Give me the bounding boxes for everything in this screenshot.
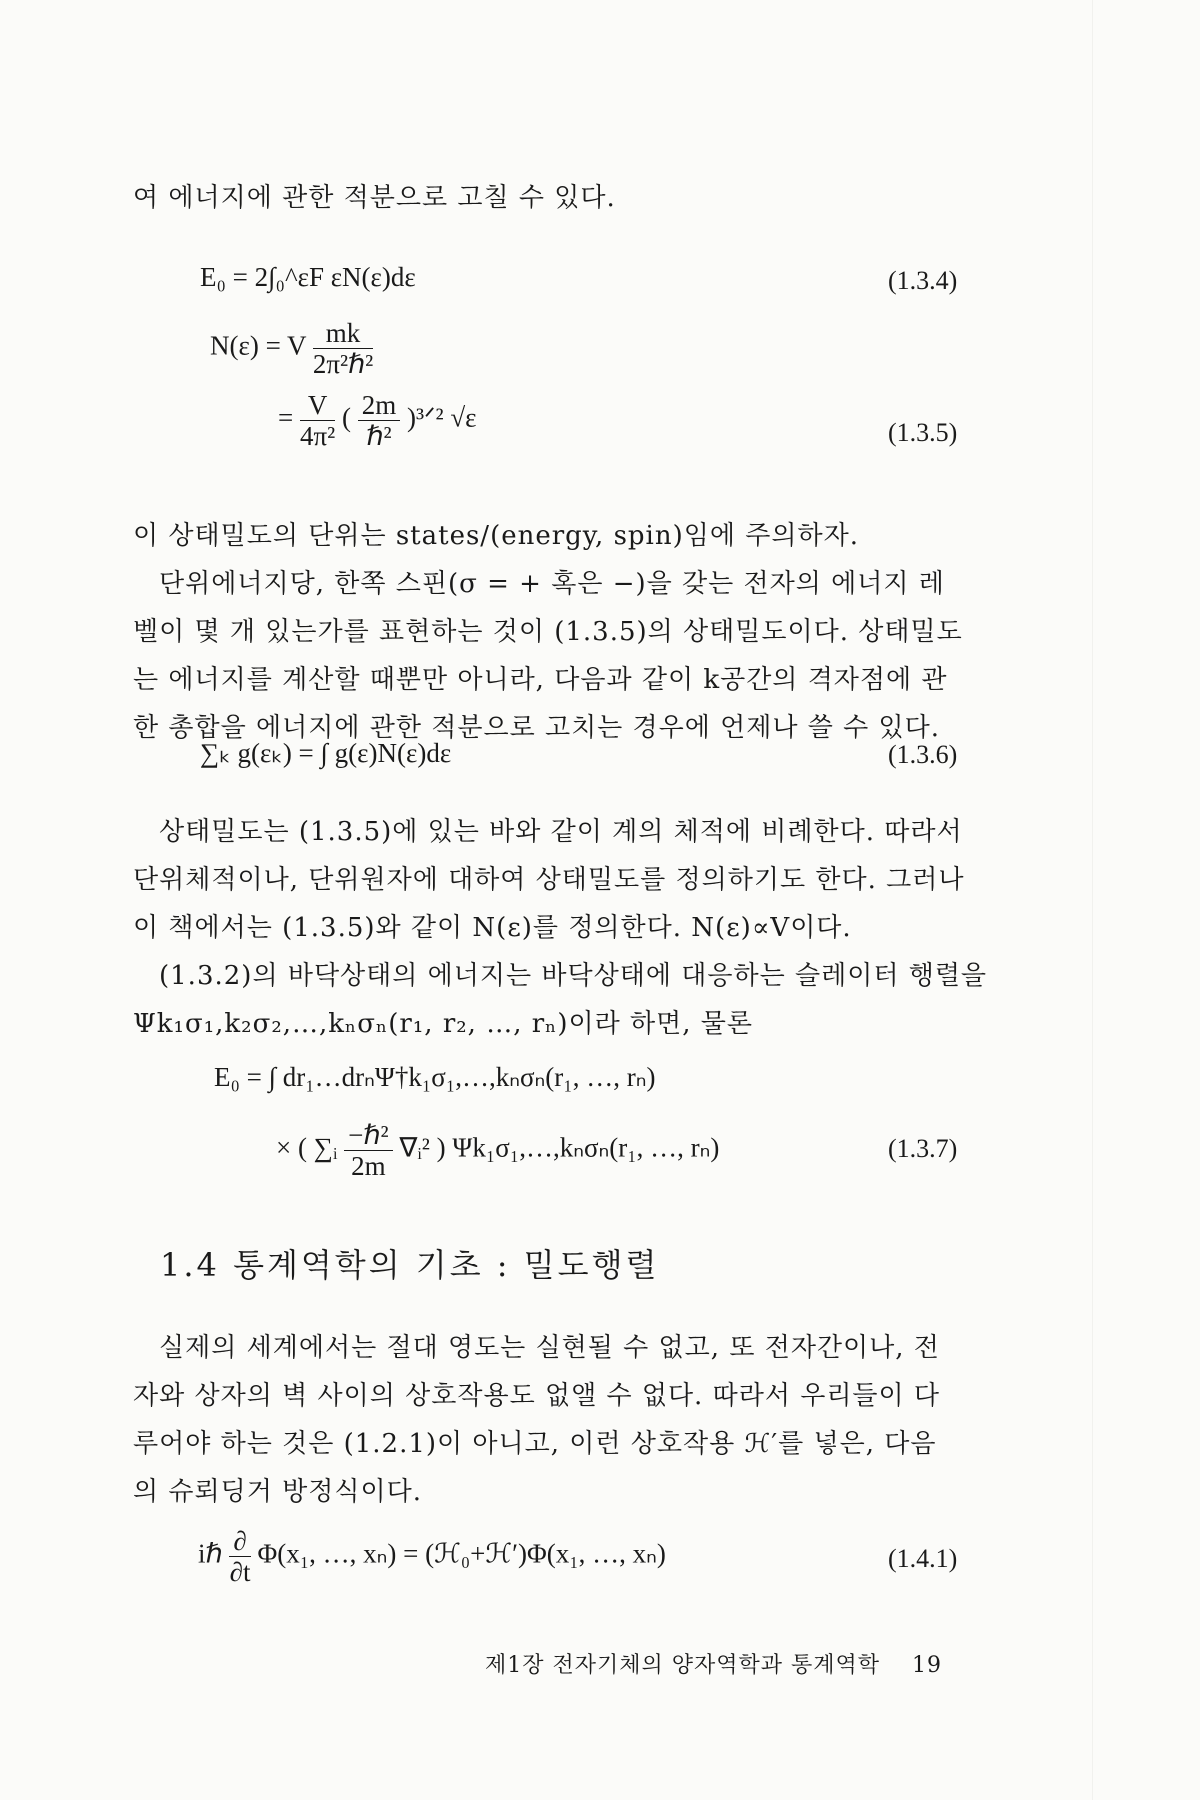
intro-paragraph [133, 174, 1013, 222]
denominator: 4π² [299, 421, 336, 451]
equation-1-3-6: ∑ₖ g(εₖ) = ∫ g(ε)N(ε)dε [200, 738, 452, 768]
numerator: ∂ [229, 1526, 250, 1557]
text-line: 벨이 몇 개 있는가를 표현하는 것이 (1.3.5)의 상태밀도이다. 상태밀도 [133, 617, 963, 647]
text-line: 는 에너지를 계산할 때뿐만 아니라, 다음과 같이 k공간의 격자점에 관 [133, 665, 948, 695]
denominator: ∂t [229, 1557, 251, 1587]
text-line: 한 총합을 에너지에 관한 적분으로 고치는 경우에 언제나 쓸 수 있다. [133, 713, 941, 743]
paragraph-ground-state [133, 952, 1013, 1048]
numerator: mk [313, 318, 373, 349]
equation-lhs: N(ε) = V [210, 330, 307, 361]
equals-sign: = [278, 402, 294, 433]
text-line: 루어야 하는 것은 (1.2.1)이 아니고, 이런 상호작용 ℋ′를 넣은, 다음 [133, 1429, 937, 1459]
fraction [344, 1120, 392, 1181]
fraction [313, 318, 373, 379]
numerator: V [300, 390, 335, 421]
page-edge-shadow [1092, 0, 1093, 1800]
text-line: (1.3.2)의 바닥상태의 에너지는 바닥상태에 대응하는 슬레이터 행렬을 [159, 961, 988, 991]
text-line: 이 책에서는 (1.3.5)와 같이 N(ε)를 정의한다. N(ε)∝V이다. [133, 913, 852, 943]
ihbar: iℏ [198, 1538, 223, 1569]
equation-1-3-7-line1: E₀ = ∫ dr₁…drₙΨ†k₁σ₁,…,kₙσₙ(r₁, …, rₙ) [214, 1062, 656, 1092]
page-number: 19 [912, 1653, 943, 1678]
equation-1-3-5-line2 [278, 390, 477, 451]
equation-number: (1.3.6) [888, 740, 958, 769]
fraction [300, 390, 335, 451]
exponent-root: )³ᐟ² √ε [406, 402, 477, 433]
numerator: 2m [358, 390, 401, 421]
text-line: 단위에너지당, 한쪽 스핀(σ = + 혹은 −)을 갖는 전자의 에너지 레 [159, 569, 945, 599]
text-line: 자와 상자의 벽 사이의 상호작용도 없앨 수 없다. 따라서 우리들이 다 [133, 1381, 941, 1411]
operator-term: ∇ᵢ² ) Ψk₁σ₁,…,kₙσₙ(r₁, …, rₙ) [399, 1132, 720, 1163]
equation-number: (1.3.4) [888, 266, 958, 295]
equation-1-3-5-line1 [210, 318, 373, 379]
denominator: ℏ² [366, 421, 392, 451]
numerator: −ℏ² [344, 1120, 392, 1151]
text-line: 여 에너지에 관한 적분으로 고칠 수 있다. [133, 183, 616, 213]
equation-1-4-1 [198, 1526, 666, 1587]
equation-number: (1.3.7) [888, 1134, 958, 1163]
equation-1-3-4: E₀ = 2∫₀^εF εN(ε)dε [200, 262, 416, 292]
text-line: 실제의 세계에서는 절대 영도는 실현될 수 없고, 또 전자간이나, 전 [159, 1333, 940, 1363]
paragraph-density-of-states [133, 560, 1013, 752]
equation-number: (1.3.5) [888, 418, 958, 447]
fraction [358, 390, 401, 451]
denominator: 2π²ℏ² [312, 349, 374, 379]
equation-1-3-7-line2 [276, 1120, 719, 1181]
left-paren: ( [341, 402, 351, 433]
text-line: 단위체적이나, 단위원자에 대하여 상태밀도를 정의하기도 한다. 그러나 [133, 865, 965, 895]
text-line: Ψk₁σ₁,k₂σ₂,…,kₙσₙ(r₁, r₂, …, rₙ)이라 하면, 물론 [133, 1009, 754, 1039]
section-heading: 1.4 통계역학의 기초 : 밀도행렬 [160, 1246, 660, 1284]
sum-prefix: × ( ∑ᵢ [276, 1132, 338, 1163]
text-line: 이 상태밀도의 단위는 states/(energy, spin)임에 주의하자. [133, 521, 859, 551]
equation-number: (1.4.1) [888, 1544, 958, 1573]
denominator: 2m [351, 1151, 386, 1181]
running-head: 제1장 전자기체의 양자역학과 통계역학 [485, 1653, 881, 1678]
paragraph-schrodinger-intro [133, 1324, 1013, 1516]
fraction [229, 1526, 250, 1587]
paragraph-volume [133, 808, 1013, 952]
text-line: 의 슈뢰딩거 방정식이다. [133, 1477, 422, 1507]
paragraph-units [133, 512, 1013, 560]
running-footer [485, 1648, 942, 1679]
text-line: 상태밀도는 (1.3.5)에 있는 바와 같이 계의 체적에 비례한다. 따라서 [159, 817, 963, 847]
equation-body: Φ(x₁, …, xₙ) = (ℋ₀+ℋ′)Φ(x₁, …, xₙ) [257, 1538, 666, 1569]
